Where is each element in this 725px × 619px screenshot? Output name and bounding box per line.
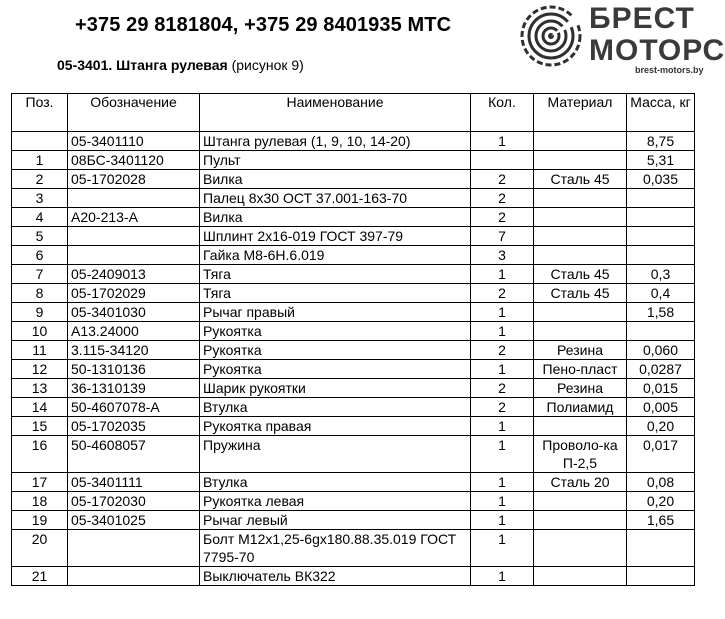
cell-material: Сталь 45 — [534, 284, 627, 303]
cell-pos: 16 — [12, 436, 68, 473]
cell-name: Рукоятка правая — [200, 417, 471, 436]
cell-pos: 4 — [12, 208, 68, 227]
cell-qty: 2 — [471, 379, 534, 398]
cell-material: Сталь 45 — [534, 170, 627, 189]
table-row — [12, 417, 695, 436]
cell-pos: 10 — [12, 322, 68, 341]
cell-material: Сталь 45 — [534, 265, 627, 284]
cell-pos: 15 — [12, 417, 68, 436]
cell-code: 36-1310139 — [68, 379, 200, 398]
cell-code: 05-1702028 — [68, 170, 200, 189]
cell-pos: 11 — [12, 341, 68, 360]
cell-pos: 19 — [12, 511, 68, 530]
cell-material: Пено-пласт — [534, 360, 627, 379]
company-logo[interactable] — [517, 2, 725, 78]
cell-qty: 1 — [471, 322, 534, 341]
cell-qty: 1 — [471, 436, 534, 473]
cell-mass — [627, 227, 695, 246]
cell-pos: 18 — [12, 492, 68, 511]
cell-name: Рукоятка — [200, 360, 471, 379]
cell-material: Резина — [534, 341, 627, 360]
cell-pos: 8 — [12, 284, 68, 303]
cell-material: Проволо-ка П-2,5 — [534, 436, 627, 473]
cell-pos: 20 — [12, 530, 68, 567]
cell-qty: 1 — [471, 265, 534, 284]
cell-name: Пульт — [200, 151, 471, 170]
cell-material — [534, 132, 627, 151]
cell-code: 05-3401025 — [68, 511, 200, 530]
cell-material — [534, 303, 627, 322]
cell-pos: 1 — [12, 151, 68, 170]
cell-mass: 0,20 — [627, 417, 695, 436]
cell-name: Втулка — [200, 398, 471, 417]
column-header-material: Материал — [534, 94, 627, 132]
column-header-qty: Кол. — [471, 94, 534, 132]
cell-material — [534, 322, 627, 341]
cell-name: Тяга — [200, 284, 471, 303]
table-row — [12, 170, 695, 189]
cell-qty: 3 — [471, 246, 534, 265]
cell-qty: 1 — [471, 492, 534, 511]
wood-rings-icon — [517, 2, 585, 70]
cell-qty: 2 — [471, 398, 534, 417]
cell-pos: 2 — [12, 170, 68, 189]
cell-pos: 6 — [12, 246, 68, 265]
logo-website[interactable]: brest-motors.by — [635, 65, 704, 75]
cell-mass: 0,3 — [627, 265, 695, 284]
cell-material — [534, 567, 627, 586]
cell-code: А20-213-А — [68, 208, 200, 227]
cell-mass: 0,015 — [627, 379, 695, 398]
cell-mass — [627, 322, 695, 341]
cell-pos: 5 — [12, 227, 68, 246]
cell-name: Штанга рулевая (1, 9, 10, 14-20) — [200, 132, 471, 151]
cell-name: Шарик рукоятки — [200, 379, 471, 398]
table-row — [12, 360, 695, 379]
cell-mass — [627, 246, 695, 265]
cell-mass: 0,0287 — [627, 360, 695, 379]
table-row — [12, 284, 695, 303]
cell-name: Болт М12х1,25-6gх180.88.35.019 ГОСТ 7795-70 — [200, 530, 471, 567]
cell-name: Вилка — [200, 208, 471, 227]
cell-code: 05-1702029 — [68, 284, 200, 303]
cell-code: 50-4608057 — [68, 436, 200, 473]
part-title-figure: (рисунок 9) — [231, 57, 304, 73]
cell-name: Гайка М8-6Н.6.019 — [200, 246, 471, 265]
cell-mass — [627, 530, 695, 567]
table-row — [12, 379, 695, 398]
cell-qty: 2 — [471, 208, 534, 227]
cell-name: Пружина — [200, 436, 471, 473]
cell-code — [68, 246, 200, 265]
cell-code: 05-3401111 — [68, 473, 200, 492]
cell-code: 05-3401030 — [68, 303, 200, 322]
cell-qty: 1 — [471, 303, 534, 322]
cell-name: Выключатель ВК322 — [200, 567, 471, 586]
cell-code — [68, 567, 200, 586]
cell-name: Вилка — [200, 170, 471, 189]
cell-material — [534, 208, 627, 227]
cell-name: Рукоятка левая — [200, 492, 471, 511]
cell-material — [534, 189, 627, 208]
table-row — [12, 227, 695, 246]
cell-material — [534, 530, 627, 567]
table-row — [12, 492, 695, 511]
table-row — [12, 511, 695, 530]
cell-material — [534, 511, 627, 530]
cell-qty: 2 — [471, 341, 534, 360]
part-title-code: 05-3401. — [57, 57, 113, 73]
table-row — [12, 189, 695, 208]
cell-mass: 0,20 — [627, 492, 695, 511]
cell-qty: 1 — [471, 132, 534, 151]
cell-code: 08БС-3401120 — [68, 151, 200, 170]
table-row — [12, 303, 695, 322]
table-row — [12, 322, 695, 341]
part-title — [57, 57, 304, 73]
table-row — [12, 398, 695, 417]
cell-mass: 8,75 — [627, 132, 695, 151]
cell-code: 05-2409013 — [68, 265, 200, 284]
cell-mass: 0,4 — [627, 284, 695, 303]
parts-table — [11, 93, 695, 586]
table-row — [12, 436, 695, 473]
cell-mass — [627, 567, 695, 586]
cell-code: 50-4607078-А — [68, 398, 200, 417]
column-header-pos: Поз. — [12, 94, 68, 132]
part-title-name: Штанга рулевая — [116, 57, 228, 73]
cell-name: Тяга — [200, 265, 471, 284]
cell-material — [534, 246, 627, 265]
cell-material: Резина — [534, 379, 627, 398]
cell-material — [534, 492, 627, 511]
table-row — [12, 246, 695, 265]
cell-pos: 3 — [12, 189, 68, 208]
cell-pos: 7 — [12, 265, 68, 284]
cell-qty — [471, 151, 534, 170]
cell-qty: 2 — [471, 170, 534, 189]
table-row — [12, 265, 695, 284]
column-header-code: Обозначение — [68, 94, 200, 132]
cell-material: Сталь 20 — [534, 473, 627, 492]
cell-qty: 1 — [471, 567, 534, 586]
cell-code — [68, 530, 200, 567]
cell-name: Палец 8х30 ОСТ 37.001-163-70 — [200, 189, 471, 208]
cell-mass: 1,58 — [627, 303, 695, 322]
cell-code: 05-1702030 — [68, 492, 200, 511]
cell-mass: 0,08 — [627, 473, 695, 492]
cell-name: Втулка — [200, 473, 471, 492]
table-row — [12, 132, 695, 151]
logo-word-brest: БРЕСТ — [589, 2, 695, 35]
cell-name: Рычаг правый — [200, 303, 471, 322]
cell-name: Рукоятка — [200, 322, 471, 341]
cell-pos: 12 — [12, 360, 68, 379]
cell-material — [534, 151, 627, 170]
cell-material: Полиамид — [534, 398, 627, 417]
table-row — [12, 567, 695, 586]
cell-qty: 1 — [471, 530, 534, 567]
cell-pos — [12, 132, 68, 151]
cell-mass — [627, 208, 695, 227]
cell-code: 50-1310136 — [68, 360, 200, 379]
cell-pos: 9 — [12, 303, 68, 322]
cell-qty: 1 — [471, 511, 534, 530]
cell-mass: 0,005 — [627, 398, 695, 417]
cell-code — [68, 189, 200, 208]
contact-phones: +375 29 8181804, +375 29 8401935 МТС — [75, 14, 452, 36]
cell-mass: 0,060 — [627, 341, 695, 360]
cell-pos: 14 — [12, 398, 68, 417]
cell-qty: 7 — [471, 227, 534, 246]
table-header-row — [12, 94, 695, 132]
cell-name: Шплинт 2х16-019 ГОСТ 397-79 — [200, 227, 471, 246]
column-header-name: Наименование — [200, 94, 471, 132]
table-row — [12, 208, 695, 227]
table-row — [12, 341, 695, 360]
table-row — [12, 151, 695, 170]
cell-material — [534, 417, 627, 436]
cell-mass: 5,31 — [627, 151, 695, 170]
table-row — [12, 473, 695, 492]
cell-code: 3.115-34120 — [68, 341, 200, 360]
column-header-mass: Масса, кг — [627, 94, 695, 132]
cell-mass: 0,017 — [627, 436, 695, 473]
cell-pos: 13 — [12, 379, 68, 398]
cell-name: Рычаг левый — [200, 511, 471, 530]
cell-code: А13.24000 — [68, 322, 200, 341]
cell-qty: 1 — [471, 417, 534, 436]
cell-code: 05-3401110 — [68, 132, 200, 151]
logo-word-motors: МОТОРС — [589, 34, 725, 67]
cell-pos: 17 — [12, 473, 68, 492]
cell-qty: 1 — [471, 473, 534, 492]
cell-pos: 21 — [12, 567, 68, 586]
cell-code: 05-1702035 — [68, 417, 200, 436]
cell-qty: 1 — [471, 360, 534, 379]
cell-name: Рукоятка — [200, 341, 471, 360]
cell-material — [534, 227, 627, 246]
cell-mass: 1,65 — [627, 511, 695, 530]
cell-qty: 2 — [471, 284, 534, 303]
cell-code — [68, 227, 200, 246]
table-row — [12, 530, 695, 567]
cell-qty: 2 — [471, 189, 534, 208]
cell-mass — [627, 189, 695, 208]
cell-mass: 0,035 — [627, 170, 695, 189]
